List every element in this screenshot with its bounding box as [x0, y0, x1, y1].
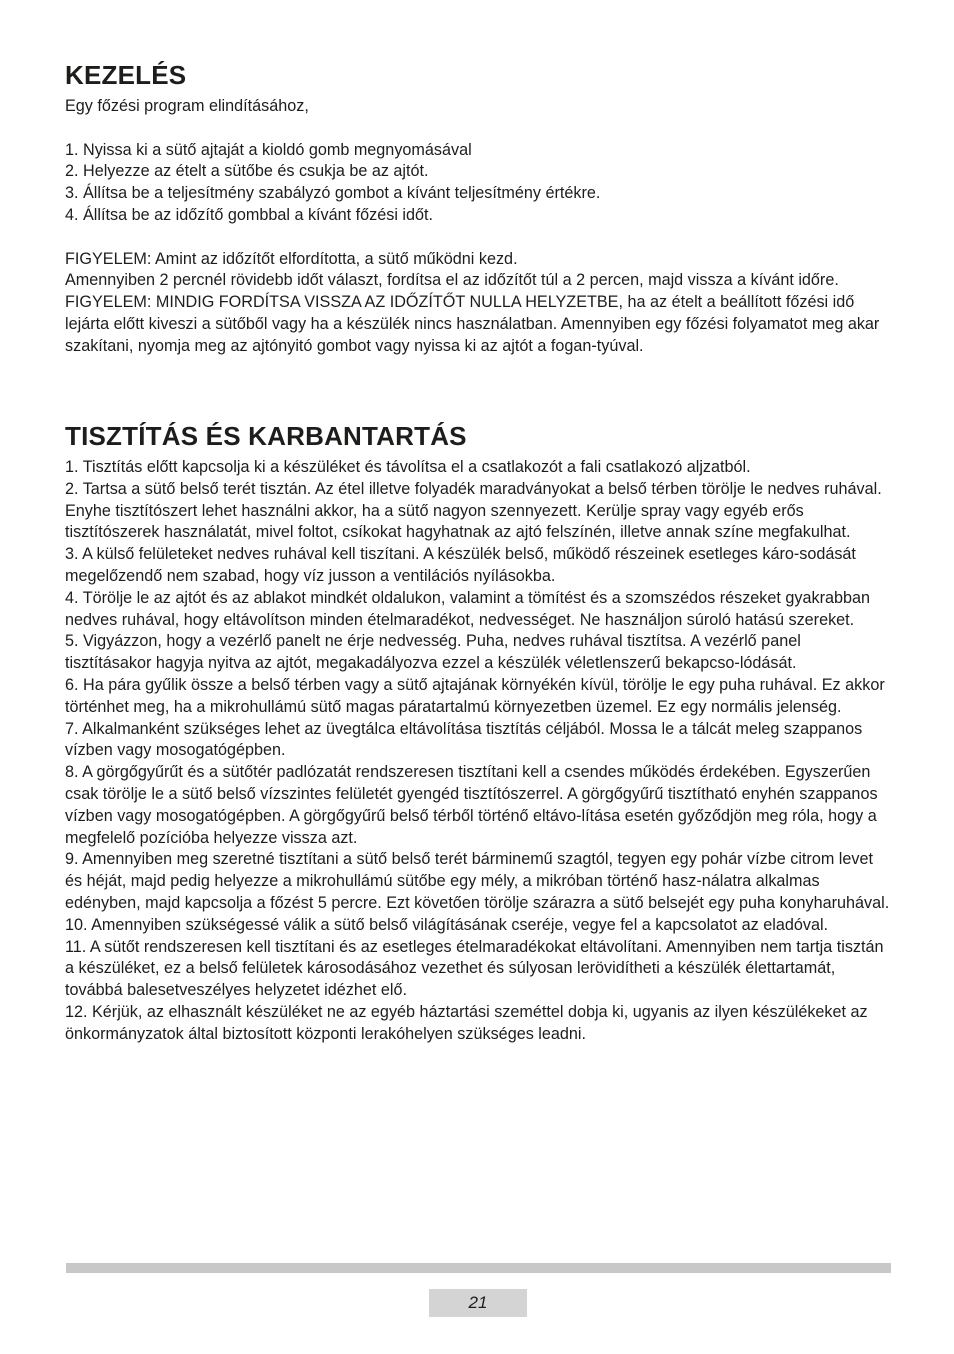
operation-section-body [65, 96, 891, 358]
cleaning-item-4: 4. Törölje le az ajtót és az ablakot mindkét oldalukon, valamint a tömítést és a szomszédos részeket gyakrabban nedves ruhával, hogy eltávolítson minden ételmaradékot, nedvességet. Ne használjon súroló hatású szereket. [65, 588, 870, 629]
cleaning-item-11: 11. A sütőt rendszeresen kell tisztítani és az esetleges ételmaradékokat eltávolítani. Amennyiben nem tartja tisztán a készüléket, ez a belső felületek károsodásához vezethet és súlyosan lerövidítheti a készülék élettartamát, továbbá balesetveszélyes helyzetet idézhet elő. [65, 937, 884, 1000]
cleaning-item-8: 8. A görgőgyűrűt és a sütőtér padlózatát rendszeresen tisztítani kell a csendes működés érdekében. Egyszerűen csak törölje le a sütő belső vízszintes felületét gyengéd tisztítószerrel. A görgőgyűrű tisztítható enyhén szappanos vízben vagy mosogatógépben. A görgőgyűrű belső térből történő eltávo-lítása esetén győződjön meg róla, hogy a megfelelő pozícióba helyezze vissza azt. [65, 763, 878, 847]
footer-divider-bar [66, 1263, 891, 1273]
section-heading-cleaning: TISZTÍTÁS ÉS KARBANTARTÁS [65, 421, 467, 451]
warning-note-3: FIGYELEM: MINDIG FORDÍTSA VISSZA AZ IDŐZÍTŐT NULLA HELYZETBE, ha az ételt a beállított főzési idő lejárta előtt kiveszi a sütőből vagy ha a készülék nincs használatban. Amennyiben egy főzési folyamatot meg akar szakítani, nyomja meg az ajtónyitó gombot vagy nyissa ki az ajtót a fogan-tyúval. [65, 293, 880, 355]
paragraph-gap [65, 118, 891, 140]
warning-note-1: FIGYELEM: Amint az időzítőt elfordította, a sütő működni kezd. [65, 249, 518, 268]
cleaning-item-10: 10. Amennyiben szükségessé válik a sütő belső világításának cseréje, vegye fel a kapcsolatot az eladóval. [65, 915, 829, 934]
cleaning-item-9: 9. Amennyiben meg szeretné tisztítani a sütő belső terét bárminemű szagtól, tegyen egy pohár vízbe citrom levet és héját, majd pedig helyezze a mikrohullámú sütőbe egy mély, a mikróban történő hasz-nálatra alkalmas edényben, majd kapcsolja a főzést 5 percre. Ezt követően törölje szárazra a sütő belsejét egy puha konyharuhával. [65, 850, 890, 912]
page-number: 21 [468, 1293, 488, 1312]
paragraph-gap [65, 227, 891, 249]
operation-step-1: 1. Nyissa ki a sütő ajtaját a kioldó gomb megnyomásával [65, 140, 472, 159]
cleaning-item-6: 6. Ha pára gyűlik össze a belső térben vagy a sütő ajtajának környékén kívül, törölje le egy puha ruhával. Ez akkor történhet meg, ha a mikrohullámú sütő magas páratartalmú környezetben üzemel. Ez egy normális jelenség. [65, 675, 885, 716]
cleaning-item-3: 3. A külső felületeket nedves ruhával kell tiszítani. A készülék belső, működő részeinek esetleges káro-sodását megelőzendő nem szabad, hogy víz jusson a ventilációs nyílásokba. [65, 545, 856, 585]
cleaning-item-7: 7. Alkalmanként szükséges lehet az üvegtálca eltávolítása tisztítás céljából. Mossa le a tálcát meleg szappanos vízben vagy mosogatógépben. [65, 719, 863, 760]
cleaning-item-2: 2. Tartsa a sütő belső terét tisztán. Az étel illetve folyadék maradványokat a belső térben törölje le nedves ruhával. Enyhe tisztítószert lehet használni akkor, ha a sütő nagyon szennyezett. Kerülje spray vagy egyéb erős tisztítószerek használatát, mivel foltot, csíkokat hagyhatnak az ajtó felszínén, illetve annak színe megfakulhat. [65, 479, 882, 542]
cleaning-item-1: 1. Tisztítás előtt kapcsolja ki a készüléket és távolítsa el a csatlakozót a fali csatlakozó aljzatból. [65, 458, 751, 476]
operation-intro: Egy főzési program elindításához, [65, 97, 309, 115]
operation-step-3: 3. Állítsa be a teljesítmény szabályzó gombot a kívánt teljesítmény értékre. [65, 184, 601, 203]
section-heading-operation: KEZELÉS [65, 60, 187, 90]
cleaning-item-12: 12. Kérjük, az elhasznált készüléket ne az egyéb háztartási szeméttel dobja ki, ugyanis az ilyen készülékeket az önkormányzatok által biztosított központi lerakóhelyen szükséges leadni. [65, 1002, 868, 1043]
cleaning-section-body [65, 457, 891, 1046]
operation-step-4: 4. Állítsa be az időzítő gombbal a kívánt főzési időt. [65, 205, 434, 224]
operation-step-2: 2. Helyezze az ételt a sütőbe és csukja be az ajtót. [65, 162, 429, 181]
page-number-box [429, 1289, 527, 1317]
cleaning-item-5: 5. Vigyázzon, hogy a vezérlő panelt ne érje nedvesség. Puha, nedves ruhával tisztítsa. A vezérlő panel tisztításakor hagyja nyitva az ajtót, megakadályozva ezzel a készülék véletlenszerű bekapcso-lódását. [65, 632, 801, 673]
warning-note-2: Amennyiben 2 percnél rövidebb időt választ, fordítsa el az időzítőt túl a 2 percen, majd vissza a kívánt időre. [65, 271, 839, 290]
